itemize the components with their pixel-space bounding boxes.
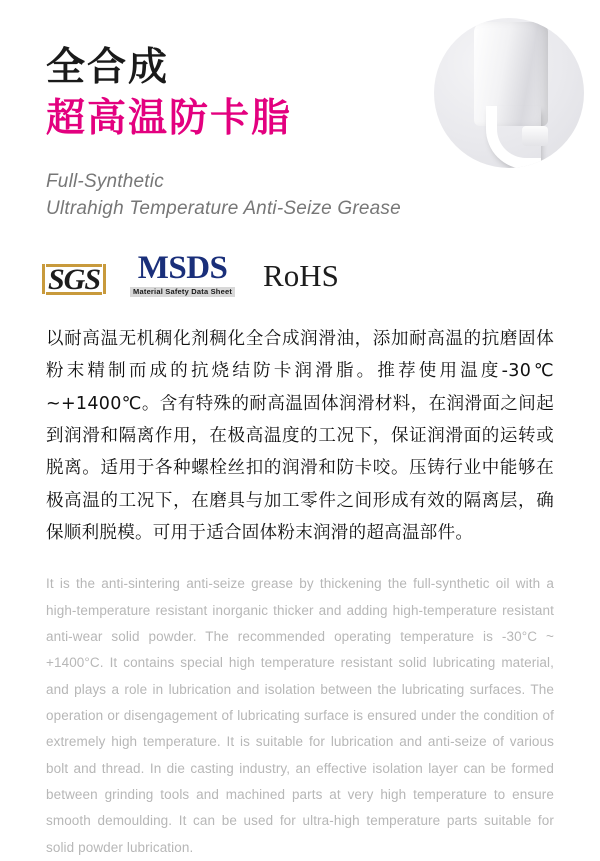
msds-logo [130,252,235,297]
rohs-logo-label: RoHS [263,257,339,293]
product-title-cn-primary: 全合成 [46,45,170,90]
sgs-tick-left-decoration [42,264,45,294]
msds-logo-sublabel: Material Safety Data Sheet [130,287,235,297]
sgs-logo-label: SGS [48,262,101,296]
sgs-logo [46,263,102,297]
sgs-tick-right-decoration [103,264,106,294]
msds-logo-label: MSDS [137,250,228,287]
tube-cap-shape [522,126,548,146]
rohs-logo [263,258,339,297]
product-title-en [46,168,554,223]
product-title-cn-secondary: 超高温防卡脂 [46,95,293,141]
product-photo [434,18,584,168]
description-english: It is the anti-sintering anti-seize grease by thickening the full-synthetic oil with a high-temperature resistant inorganic thicker and adding high-temperature resistant anti-wear solid powder. The recommended operating temperature is -30°C ~ +1400°C. It contains special high temperature resistant solid lubricating material, and plays a role in lubrication and isolation between the lubricating surfaces. The operation or disengagement of lubricating surface is ensured under the condition of extremely high temperature. It is suitable for lubrication and anti-seize of various bolt and thread. In die casting industry, an effective isolation layer can be formed between grinding tools and machined parts at very high temperature to ensure smooth demoulding. It can be used for ultra-high temperature parts suitable for solid powder lubrication. [46,576,554,855]
certification-logos [46,250,554,297]
product-title-en-line1: Full-Synthetic [46,170,164,192]
description-chinese: 以耐高温无机稠化剂稠化全合成润滑油，添加耐高温的抗磨固体粉末精制而成的抗烧结防卡润滑脂。推荐使用温度-30℃ ~+1400℃。含有特殊的耐高温固体润滑材料，在润滑面之间起到润滑和隔离作用，在极高温度的工况下，保证润滑面的运转或脱离。适用于各种螺栓丝扣的润滑和防卡咬。压铸行业中能够在极高温的工况下，在磨具与加工零件之间形成有效的隔离层，确保顺利脱模。可用于适合固体粉末润滑的超高温部件。 [46,328,554,544]
product-title-en-line2: Ultrahigh Temperature Anti-Seize Grease [46,198,401,220]
